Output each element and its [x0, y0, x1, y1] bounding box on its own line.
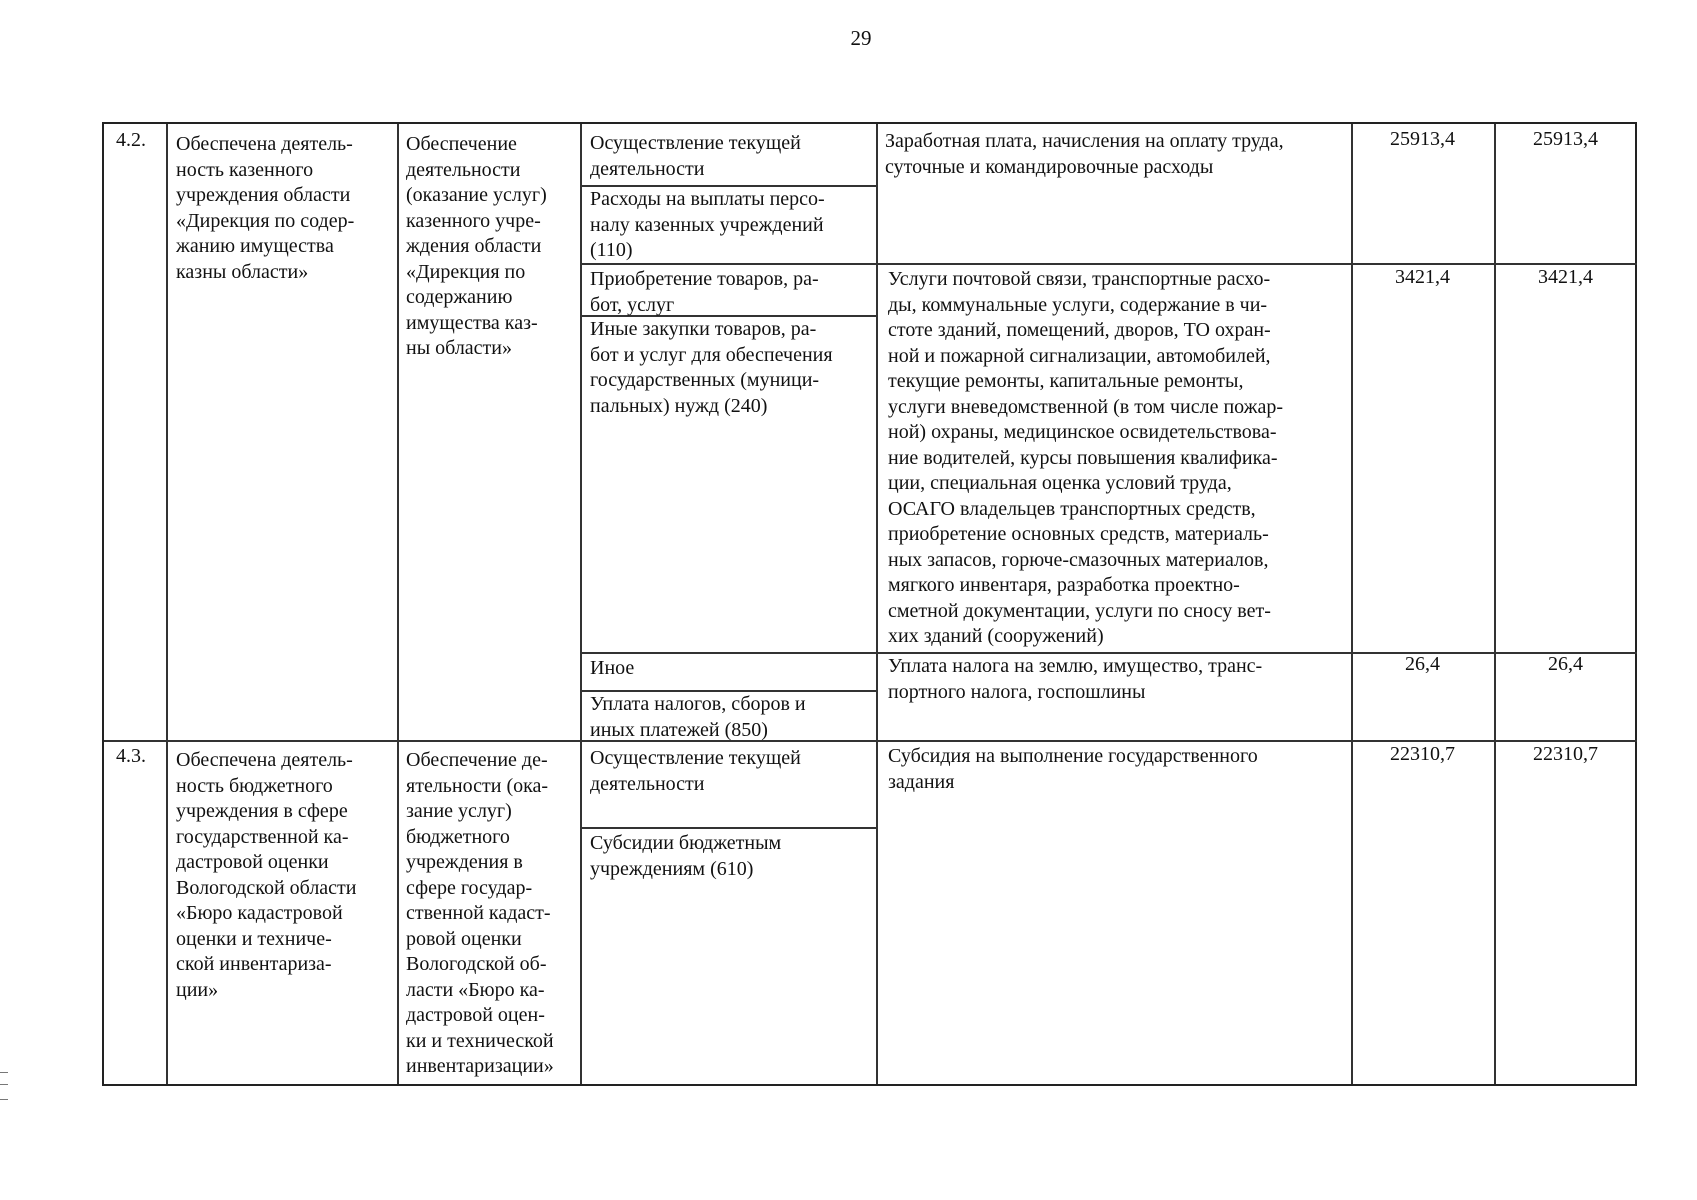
description-cell: Заработная плата, начисления на оплату труда, суточные и командировочные расходы — [885, 130, 1284, 178]
value-cell: 26,4 — [1405, 653, 1440, 675]
row-number: 4.3. — [116, 745, 146, 767]
description-cell: Услуги почтовой связи, транспортные расхо- ды, коммунальные услуги, содержание в чи- стоте зданий, помещений, дворов, ТО охран- ной и пожарной сигнализации, автомобилей, текущие ремонты, капитальные ремонты, услуги вневедомственной (в том числе пожар- ной) охраны, медицинское освидетельствова- ние водителей, курсы повышения квалифика- ции, специальная оценка условий труда, ОСАГО владельцев транспортных средств, приобретение основных средств, материаль- ных запасов, горюче-смазочных материалов, мягкого инвентаря, разработка проектно- сметной документации, услуги по сносу вет- хих зданий (сооружений) — [888, 268, 1284, 647]
value-cell: 22310,7 — [1533, 743, 1598, 765]
page-number: 29 — [850, 26, 872, 50]
direction-cell: Осуществление текущей деятельности — [590, 132, 801, 180]
direction-cell: Осуществление текущей деятельности — [590, 747, 801, 795]
direction-cell: Иное — [590, 657, 635, 679]
description-cell: Субсидия на выполнение государственного задания — [888, 745, 1258, 793]
result-cell: Обеспечена деятель- ность бюджетного учреждения в сфере государственной ка- дастровой оценки Вологодской области «Бюро кадастровой оценки и техниче- ской инвентариза- ции» — [176, 749, 357, 1001]
value-cell: 25913,4 — [1390, 128, 1455, 150]
expense-type-cell: Расходы на выплаты персо- налу казенных учреждений (110) — [590, 188, 825, 261]
activity-cell: Обеспечение де- ятельности (ока- зание услуг) бюджетного учреждения в сфере государ- ственной кадаст- ровой оценки Вологодской об- ласти «Бюро ка- дастровой оцен- ки и технической инвентаризации» — [406, 749, 554, 1077]
column-divider — [876, 124, 878, 1084]
column-divider — [397, 124, 399, 1084]
value-cell: 26,4 — [1548, 653, 1583, 675]
direction-cell: Приобретение товаров, ра- бот, услуг — [590, 268, 819, 316]
value-cell: 25913,4 — [1533, 128, 1598, 150]
expense-type-cell: Иные закупки товаров, ра- бот и услуг для обеспечения государственных (муници- пальных) нужд (240) — [590, 318, 833, 417]
expense-type-cell: Уплата налогов, сборов и иных платежей (850) — [590, 693, 806, 741]
binding-margin-mark — [0, 1072, 8, 1100]
column-divider — [580, 124, 582, 1084]
description-cell: Уплата налога на землю, имущество, транс- портного налога, госпошлины — [888, 655, 1263, 703]
row-number: 4.2. — [116, 129, 146, 151]
result-cell: Обеспечена деятель- ность казенного учреждения области «Дирекция по содер- жанию имущества казны области» — [176, 133, 355, 283]
cell-divider — [580, 827, 876, 829]
expense-type-cell: Субсидии бюджетным учреждениям (610) — [590, 832, 782, 880]
budget-table — [102, 122, 1637, 1086]
value-cell: 3421,4 — [1395, 266, 1450, 288]
activity-cell: Обеспечение деятельности (оказание услуг) казенного учре- ждения области «Дирекция по содержанию имущества каз- ны области» — [406, 133, 547, 359]
value-cell: 22310,7 — [1390, 743, 1455, 765]
column-divider — [166, 124, 168, 1084]
value-cell: 3421,4 — [1538, 266, 1593, 288]
